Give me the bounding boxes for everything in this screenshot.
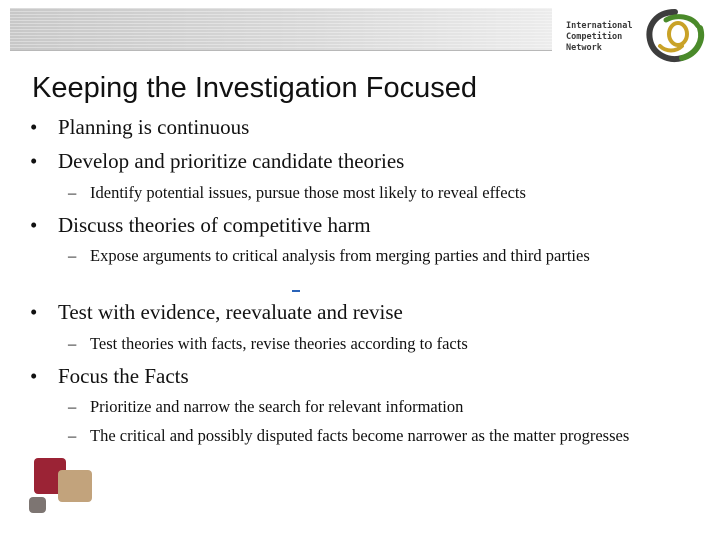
org-name-line-3: Network [566, 43, 602, 53]
sub-bullet-mark: – [68, 426, 77, 445]
sub-bullet-text: Identify potential issues, pursue those most likely to reveal effects [90, 183, 526, 202]
bullet-text: Test with evidence, reevaluate and revise [58, 300, 403, 324]
sub-bullet-mark: – [68, 246, 77, 265]
bullet-test-evidence [30, 300, 403, 325]
sub-bullet-critical-facts [68, 424, 658, 448]
header-band [10, 8, 552, 51]
sub-bullet-mark: – [68, 183, 77, 202]
bullet-mark: • [30, 149, 38, 173]
bullet-mark: • [30, 115, 38, 139]
slide-title: Keeping the Investigation Focused [32, 72, 477, 104]
bullet-text: Focus the Facts [58, 364, 189, 388]
org-name-line-1: International [566, 21, 633, 31]
sub-bullet-text: The critical and possibly disputed facts become narrower as the matter progresses [90, 426, 630, 445]
bullet-text: Planning is continuous [58, 115, 250, 139]
sub-bullet-test-theories [68, 332, 668, 356]
bullet-text: Discuss theories of competitive harm [58, 213, 371, 237]
sub-bullet-identify-issues [68, 181, 668, 205]
decorative-square-gray [29, 497, 46, 513]
org-name [566, 21, 646, 54]
bullet-mark: • [30, 300, 38, 324]
header-stripes [10, 8, 552, 50]
decorative-square-tan [58, 470, 92, 502]
org-name-line-2: Competition [566, 32, 623, 42]
icn-ring-logo-icon [642, 6, 708, 66]
bullet-text: Develop and prioritize candidate theories [58, 149, 405, 173]
sub-bullet-text: Expose arguments to critical analysis from merging parties and third parties [90, 246, 590, 265]
sub-bullet-text: Prioritize and narrow the search for relevant information [90, 397, 464, 416]
bullet-competitive-harm [30, 213, 371, 238]
sub-bullet-expose-arguments [68, 244, 648, 268]
stray-underline-mark [292, 290, 300, 292]
sub-bullet-text: Test theories with facts, revise theories according to facts [90, 334, 468, 353]
bullet-planning [30, 115, 249, 140]
sub-bullet-mark: – [68, 397, 77, 416]
bullet-candidate-theories [30, 149, 404, 174]
bullet-focus-facts [30, 364, 189, 389]
bullet-mark: • [30, 213, 38, 237]
bullet-mark: • [30, 364, 38, 388]
sub-bullet-prioritize-search [68, 395, 668, 419]
sub-bullet-mark: – [68, 334, 77, 353]
